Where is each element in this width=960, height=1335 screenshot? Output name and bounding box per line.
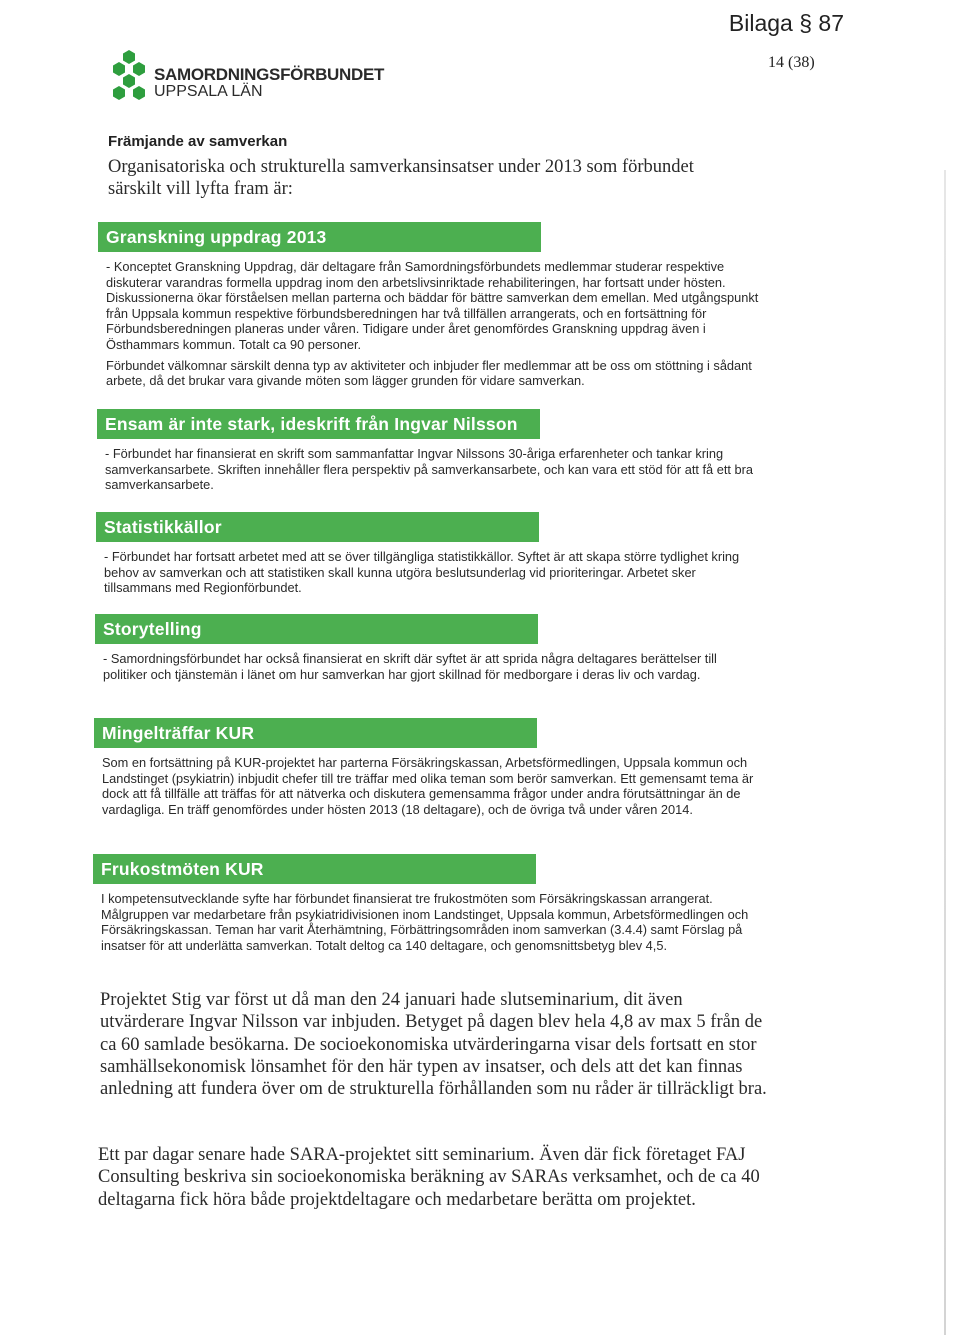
body-paragraph: Projektet Stig var först ut då man den 24 januari hade slutseminarium, dit även utvärderare Ingvar Nilsson var inbjuden. Betyget på dagen blev hela 4,8 av max 5 från de ca 60 samlade besökarna. De socioekonomiska utvärderingarna visar dels fortsatt en stor samhällsekonomisk lönsamhet för den här typen av insatser, och dels att det kan finnas anledning att fundera över om de strukturella förhållanden som nu råder är tillräckligt bra.: [100, 990, 767, 1100]
organization-region: UPPSALA LÄN: [154, 83, 263, 100]
intro-text: Organisatoriska och strukturella samverkansinsatser under 2013 som förbundet särskilt vill lyfta fram är:: [108, 157, 694, 199]
section-text: [93, 891, 761, 953]
section-text: [98, 259, 766, 389]
section-banner: Granskning uppdrag 2013: [98, 222, 541, 252]
section-text: [96, 549, 764, 596]
section-text: [94, 755, 762, 817]
page-number: 14 (38): [768, 54, 815, 71]
section-paragraph: Som en fortsättning på KUR-projektet har parterna Försäkringskassan, Arbetsförmedlingen, Uppsala kommun och Landstinget (psykiatrin) inbjudit chefer till tre träffar med olika teman som berör samverkan. Ett gemensamt tema är dock att få tillfälle att träffas för att nätverka och diskutera gemensamma frågor under andra förutsättningar än de vardagliga. En träff genomfördes under hösten 2013 (18 deltagare), och de övriga två under våren 2014.: [102, 755, 754, 817]
section-paragraph: - Förbundet har finansierat en skrift som sammanfattar Ingvar Nilssons 30-åriga erfarenheter och tankar kring samverkansarbete. Skriften innehåller flera perspektiv på samverkansarbete, och kan vara ett stöd för att få ett bra samverkansarbete.: [105, 446, 753, 493]
section-frukost: [93, 854, 761, 953]
section-text: [95, 651, 763, 682]
section-heading: Främjande av samverkan: [108, 133, 288, 150]
organization-name: SAMORDNINGSFÖRBUNDET: [154, 65, 385, 84]
logo-text: [154, 66, 384, 100]
section-banner: Mingelträffar KUR: [94, 718, 537, 748]
attachment-label: Bilaga § 87: [728, 10, 844, 36]
section-statistik: [96, 512, 764, 596]
body-paragraph: Ett par dagar senare hade SARA-projektet sitt seminarium. Även där fick företaget FAJ Consulting beskriva sin socioekonomiska beräkning av SARAs verksamhet, och de ca 40 deltagarna fick höra både projektdeltagare och medarbetare berätta om projektet.: [98, 1145, 760, 1210]
organization-logo-icon: [108, 50, 150, 107]
section-banner: Storytelling: [95, 614, 538, 644]
section-paragraph: Förbundet välkomnar särskilt denna typ av aktiviteter och inbjuder fler medlemmar att be oss om stöttning i sådant arbete, då det brukar vara givande möten som lägger grunden för vidare samverkan.: [106, 357, 752, 389]
section-ensam: [97, 409, 765, 493]
section-paragraph: I kompetensutvecklande syfte har förbundet finansierat tre frukostmöten som Försäkringskassan arrangerat. Målgruppen var medarbetare från psykiatridivisionen inom Landstinget, Uppsala kommun, Arbetsförmedlingen och Försäkringskassan. Teman har varit Återhämtning, Förbättringsområden inom samverkan (3.4.4) samt Förslag på insatser för att underlätta samverkan. Totalt deltog ca 140 deltagare, och genomsnittsbetyg blev 4,5.: [101, 891, 749, 953]
section-banner: Frukostmöten KUR: [93, 854, 536, 884]
section-mingel: [94, 718, 762, 817]
section-banner: Statistikkällor: [96, 512, 539, 542]
section-paragraph: - Konceptet Granskning Uppdrag, där deltagare från Samordningsförbundets medlemmar studerar respektive diskuterar varandras formella uppdrag inom den arbetslivsinriktade rehabiliteringen, har fortsatt under hösten. Diskussionerna ökar förståelsen mellan parterna och bäddar för bättre samverkan dem emellan. Med utgångspunkt från Uppsala kommun respektive förbundsberedningen har två tillfällen arrangerats, och en fortsättning för Förbundsberedningen planeras under våren. Tidigare under året genomfördes Granskning uppdrag även i Östhammars kommun. Totalt ca 90 personer.: [106, 259, 759, 352]
section-text: [97, 446, 765, 493]
section-paragraph: - Samordningsförbundet har också finansierat en skrift där syftet är att sprida några deltagares berättelser till politiker och tjänstemän i länet om hur samverkan har gjort skillnad för medborgare i deras liv och vardag.: [103, 651, 717, 682]
section-granskning: [98, 222, 766, 389]
section-paragraph: - Förbundet har fortsatt arbetet med att se över tillgängliga statistikkällor. Syftet är att skapa större tydlighet kring behov av samverkan och att statistiken skall kunna utgöra beslutsunderlag vid prioriteringar. Arbetet sker tillsammans med Regionförbundet.: [104, 549, 740, 596]
scan-edge: [944, 170, 946, 1335]
section-banner: Ensam är inte stark, ideskrift från Ingvar Nilsson: [97, 409, 540, 439]
section-storytelling: [95, 614, 763, 682]
